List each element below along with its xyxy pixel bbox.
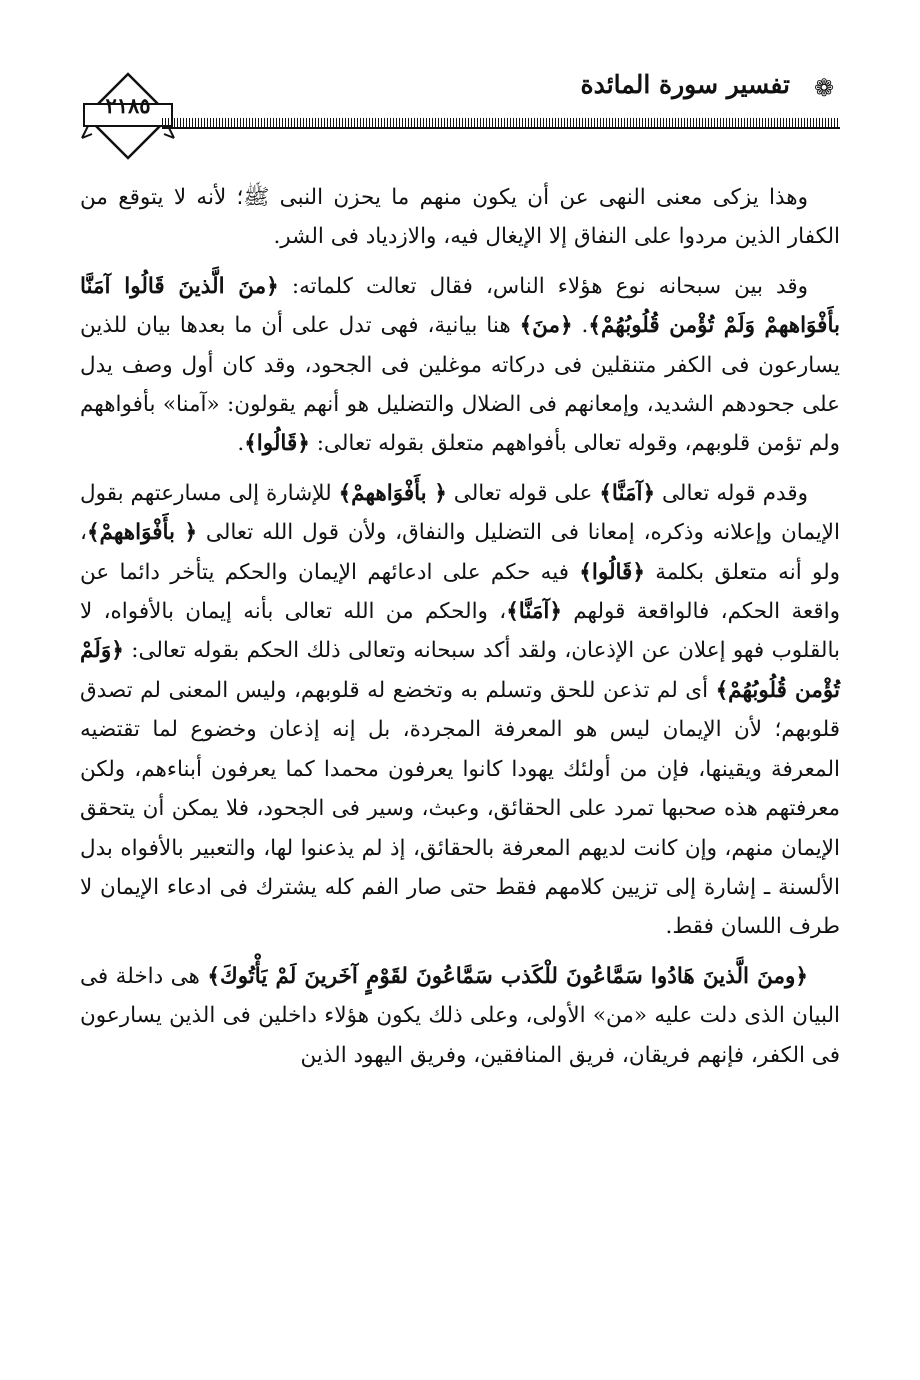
quran-verse: ﴿ بأَفْوَاههمْ﴾ [86,520,198,546]
header-rule-line [162,127,840,129]
quran-verse: ﴿منَ الَّذينَ قَالُوا آمَنَّا بأَفْوَاههمْ وَلَمْ تُؤْمن قُلُوبُهُمْ﴾ [80,273,840,339]
page-header [0,0,920,170]
text-segment: وقدم قوله تعالى [655,480,808,506]
header-rule [162,118,840,127]
text-segment: . [572,313,589,339]
text-segment: للإشارة إلى مسارعتهم بقول الإيمان وإعلانه وذكره، إمعانا فى التضليل والنفاق، ولأن قول الله تعالى [80,480,840,546]
text-segment: ، ولو أنه متعلق بكلمة [80,520,841,585]
quran-verse: ﴿منَ﴾ [519,313,573,339]
text-segment: أى لم تذعن للحق وتسلم به وتخضع له قلوبهم، وليس المعنى لم تصدق قلوبهم؛ لأن الإيمان ليس هو المعرفة المجردة، بل إنه إذعان وخضوع لما تقتضيه المعرفة ويقينها، فإن من أولئك يهودا كانوا يعرفون محمدا كما يعرفون أبناءهم، ولكن معرفتهم هذه صحبها تمرد على الحقائق، وعبث، وسير فى الجحود، فلا يمكن أن يتحقق الإيمان منهم، وإن كانت لديهم المعرفة بالحقائق، إذ لم يذعنوا لها، والتعبير بالأفواه بدل الألسنة ـ إشارة إلى تزيين كلامهم فقط حتى صار الفم كله يشترك فى ادعاء الإيمان لا طرف اللسان فقط. [80,677,840,940]
body-text [80,178,840,1075]
text-segment: وهذا يزكى معنى النهى عن أن يكون منهم ما يحزن النبى ﷺ؛ لأنه لا يتوقع من الكفار الذين مردوا على النفاق إلا الإيغال فيه، والازدياد فى الشر. [80,185,840,250]
text-segment: هى داخلة فى البيان الذى دلت عليه «من» الأولى، وعلى ذلك يكون هؤلاء داخلين فى الذين يسارعون فى الكفر، فإنهم فريقان، فريق المنافقين، وفريق اليهود الذين [80,963,840,1068]
running-title: تفسير سورة المائدة [580,70,790,99]
quran-verse: ﴿آمَنَّا﴾ [599,480,656,506]
quran-verse: ﴿آمَنَّا﴾ [506,599,562,625]
page-number: ٢١٨٥ [105,93,151,118]
quran-verse: ﴿قَالُوا﴾ [579,559,645,585]
text-segment: على قوله تعالى [446,480,600,506]
text-segment: ، والحكم من الله تعالى بأنه إيمان بالأفواه، لا بالقلوب فهو إعلان عن الإذعان، ولقد أكد سبحانه وتعالى ذلك الحكم بقوله تعالى: [80,599,840,664]
quran-verse: ﴿ومنَ الَّذينَ هَادُوا سَمَّاعُونَ للْكَذب سَمَّاعُونَ لقَوْمٍ آخَرينَ لَمْ يَأْتُوكَ﴾ [207,963,808,989]
quran-verse: ﴿ بأَفْوَاههمْ﴾ [338,480,447,506]
paragraph [80,957,840,1075]
quran-verse: ﴿قَالُوا﴾ [244,431,310,457]
text-segment: وقد بين سبحانه نوع هؤلاء الناس، فقال تعالت كلماته: [278,273,808,299]
quran-verse: ﴿وَلَمْ تُؤْمن قُلُوبُهُمْ﴾ [80,638,840,703]
flower-ornament-icon: ❁ [813,74,835,102]
paragraph [80,178,840,257]
paragraph [80,474,840,947]
text-segment: فيه حكم على ادعائهم الإيمان والحكم يتأخر دائما عن واقعة الحكم، فالواقعة قولهم [80,559,840,625]
paragraph [80,267,840,464]
text-segment: هنا بيانية، فهى تدل على أن ما بعدها بيان للذين يسارعون فى الكفر متنقلين فى دركاته موغلين فى الجحود، وقد كان أول وصف يدل على جحودهم الشديد، وإمعانهم فى الضلال والتضليل هو أنهم يقولون: «آمنا» بأفواههم ولم تؤمن قلوبهم، وقوله تعالى بأفواههم متعلق بقوله تعالى: [80,313,840,457]
text-segment: . [237,431,245,457]
